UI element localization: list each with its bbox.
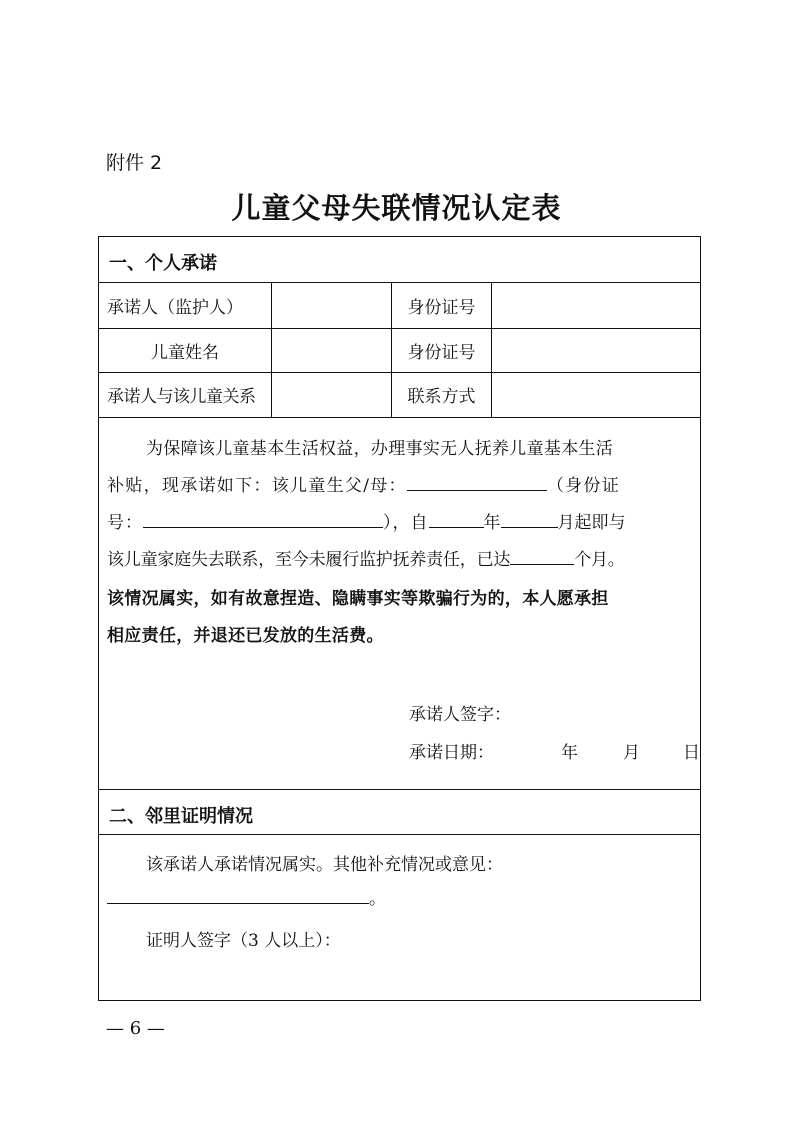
year-blank[interactable] (429, 509, 484, 528)
label-child-name: 儿童姓名 (151, 342, 219, 363)
field-child-id[interactable] (492, 328, 698, 372)
field-relationship[interactable] (272, 372, 391, 417)
field-child-name[interactable] (272, 328, 391, 372)
form-title: 儿童父母失联情况认定表 (231, 191, 562, 225)
opinion-blank[interactable] (107, 885, 369, 904)
attachment-label: 附件 2 (106, 152, 163, 174)
label-child-id-number: 身份证号 (407, 342, 476, 363)
neighbor-proof-text (107, 834, 695, 1000)
neighbor-line: 证明人签字（3 人以上）： (146, 931, 341, 951)
date-day-label: 日 (683, 743, 700, 763)
date-label: 承诺日期： (409, 743, 494, 763)
section-heading-neighbor-proof: 二、邻里证明情况 (109, 806, 253, 827)
page-number: — 6 — (106, 1018, 165, 1039)
label-pledger: 承诺人（监护人） (107, 297, 243, 318)
month-blank[interactable] (501, 509, 558, 528)
neighbor-line: 。 (107, 884, 386, 909)
date-month-label: 月 (623, 743, 640, 763)
rule (99, 789, 700, 790)
form-table (98, 236, 701, 1001)
field-contact[interactable] (492, 372, 698, 417)
pledge-bold-line: 该情况属实，如有故意捏造、隐瞒事实等欺骗行为的，本人愿承担 (107, 589, 609, 609)
pledge-line: 补贴，现承诺如下：该儿童生父/母： （身份证 (107, 471, 620, 496)
signature-label: 承诺人签字： (409, 705, 511, 725)
neighbor-line: 该承诺人承诺情况属实。其他补充情况或意见： (146, 855, 503, 875)
months-blank[interactable] (510, 546, 574, 565)
field-pledger-name[interactable] (272, 282, 391, 328)
label-relationship: 承诺人与该儿童关系 (107, 387, 256, 407)
pledge-bold-line: 相应责任，并退还已发放的生活费。 (107, 626, 384, 646)
parent-id-blank[interactable] (143, 509, 383, 528)
label-contact: 联系方式 (407, 387, 476, 407)
pledge-line: 号： ），自 年 月起即与 (107, 508, 626, 533)
section-heading-personal-pledge: 一、个人承诺 (109, 253, 217, 274)
label-id-number: 身份证号 (407, 297, 476, 318)
parent-name-blank[interactable] (407, 472, 547, 491)
pledge-text (107, 417, 700, 789)
field-pledger-id[interactable] (492, 282, 698, 328)
pledge-line: 为保障该儿童基本生活权益，办理事实无人抚养儿童基本生活 (146, 439, 614, 459)
date-year-label: 年 (561, 743, 578, 763)
pledge-line: 该儿童家庭失去联系，至今未履行监护抚养责任，已达 个月。 (107, 545, 625, 570)
